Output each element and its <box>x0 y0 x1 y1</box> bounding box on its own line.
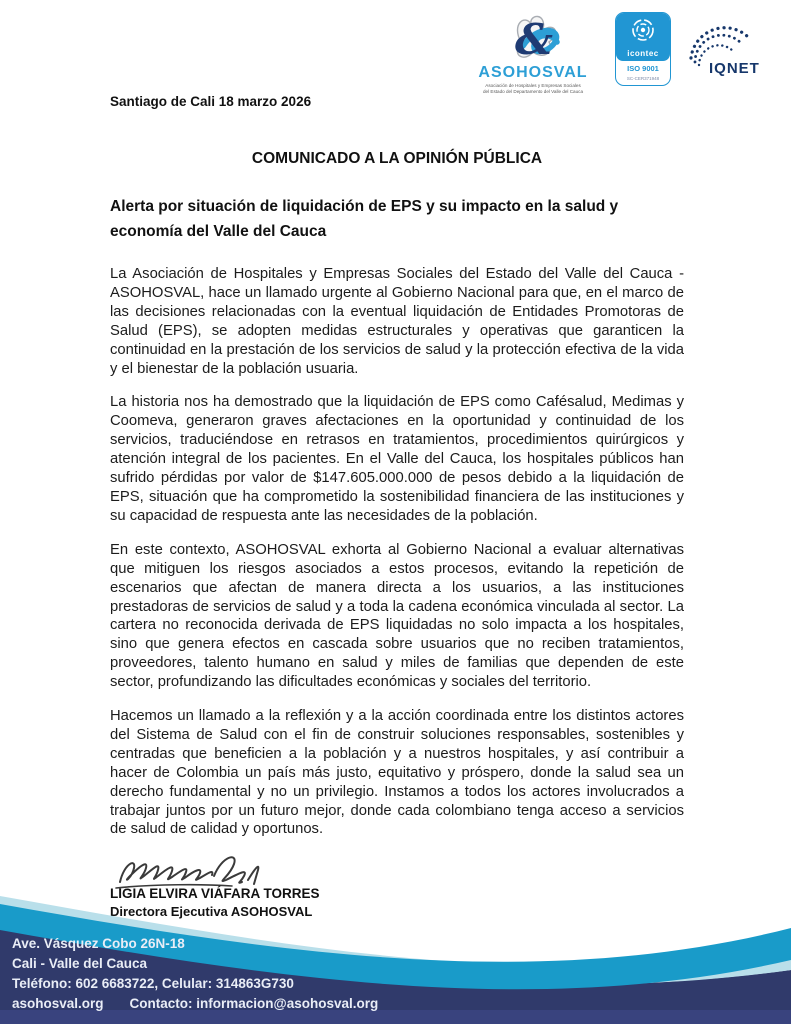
footer-phone-line: Teléfono: 602 6683722, Celular: 314863G730 <box>12 976 294 991</box>
cert-code: SC-CER371948 <box>626 76 660 81</box>
letter-body <box>110 265 684 839</box>
footer-address-line2: Cali - Valle del Cauca <box>12 956 148 971</box>
letter-title: COMUNICADO A LA OPINIÓN PÚBLICA <box>251 150 543 167</box>
letter-subtitle: Alerta por situación de liquidación de EPS y su impacto en la salud y economía del Valle del Cauca <box>110 198 619 240</box>
paragraph-4: Hacemos un llamado a la reflexión y a la acción coordinada entre los distintos actores del Sistema de Salud con el fin de construir soluciones responsables, sostenibles y centradas que beneficien a la población y a nuestros hospitales, y así contribuir a hacer de Colombia un país más justo, equitativo y próspero, donde la salud sea un derecho fundamental y no un privilegio. Instamos a todos los actores involucrados a trabajar juntos por un futuro mejor, donde cada colombiano tenga acceso a servicios de salud de calidad y oportunos. <box>110 708 684 838</box>
footer-email: Contacto: informacion@asohosval.org <box>129 996 379 1011</box>
footer-website: asohosval.org <box>12 996 104 1011</box>
asohosval-wordmark: ASOHOSVAL <box>478 64 588 81</box>
signer-name: LIGIA ELVIRA VIÁFARA TORRES <box>110 886 320 902</box>
page-footer <box>0 894 791 1024</box>
paragraph-2: La historia nos ha demostrado que la liquidación de EPS como Cafésalud, Medimas y Coomeva, generaron graves afectaciones en la oportunidad y continuidad de los servicios, traduciéndose en retrasos en tratamientos, procedimientos quirúrgicos y atención integral de los pacientes. En el Valle del Cauca, los hospitales públicos han sufrido pérdidas por valor de $147.605.000.000 de pesos debido a la liquidación de EPS, situación que ha comprometido la sostenibilidad financiera de las instituciones y su capacidad de respuesta ante las necesidades de la población. <box>110 394 684 524</box>
iqnet-arc-icon <box>683 12 769 92</box>
asohosval-tagline: Asociación de Hospitales y Empresas Sociales del Estado del Departamento del Valle del Cauca <box>482 83 584 95</box>
iqnet-wordmark: IQNET <box>709 60 760 77</box>
icontec-label: icontec <box>627 49 659 58</box>
letter-content <box>110 0 684 919</box>
paragraph-1: La Asociación de Hospitales y Empresas Sociales del Estado del Valle del Cauca - ASOHOSVAL, hace un llamado urgente al Gobierno Nacional para que, en el marco de las decisiones relacionadas con la eventual liquidación de Entidades Promotoras de Salud (EPS), se adopten medidas estructurales y operativas que garanticen la continuidad en la prestación de los servicios de salud y la protección efectiva de la vida y el bienestar de la población usuaria. <box>110 266 684 377</box>
iso-9001-label: ISO 9001 <box>627 64 659 73</box>
footer-contact-info <box>12 934 378 1014</box>
letter-date: Santiago de Cali 18 marzo 2026 <box>110 94 312 109</box>
paragraph-3: En este contexto, ASOHOSVAL exhorta al Gobierno Nacional a evaluar alternativas que mitiguen los riesgos asociados a estos procesos, evitando la repetición de escenarios que afectan de manera directa a los usuarios, a las instituciones prestadoras de servicios de salud y a toda la cadena económica vinculada al sector. La cartera no reconocida derivada de EPS liquidadas no solo impacta a los hospitales, sino que genera efectos en cascada sobre usuarios que no reciben tratamientos, proveedores, talento humano en salud y miles de familias que dependen de este sector, profundizando las dificultades económicas y sociales del territorio. <box>110 541 684 691</box>
signer-role: Directora Ejecutiva ASOHOSVAL <box>110 904 313 920</box>
svg-text:&: & <box>515 15 553 64</box>
iqnet-logo <box>683 12 769 92</box>
footer-address-line1: Ave. Vásquez Cobo 26N-18 <box>12 936 185 951</box>
